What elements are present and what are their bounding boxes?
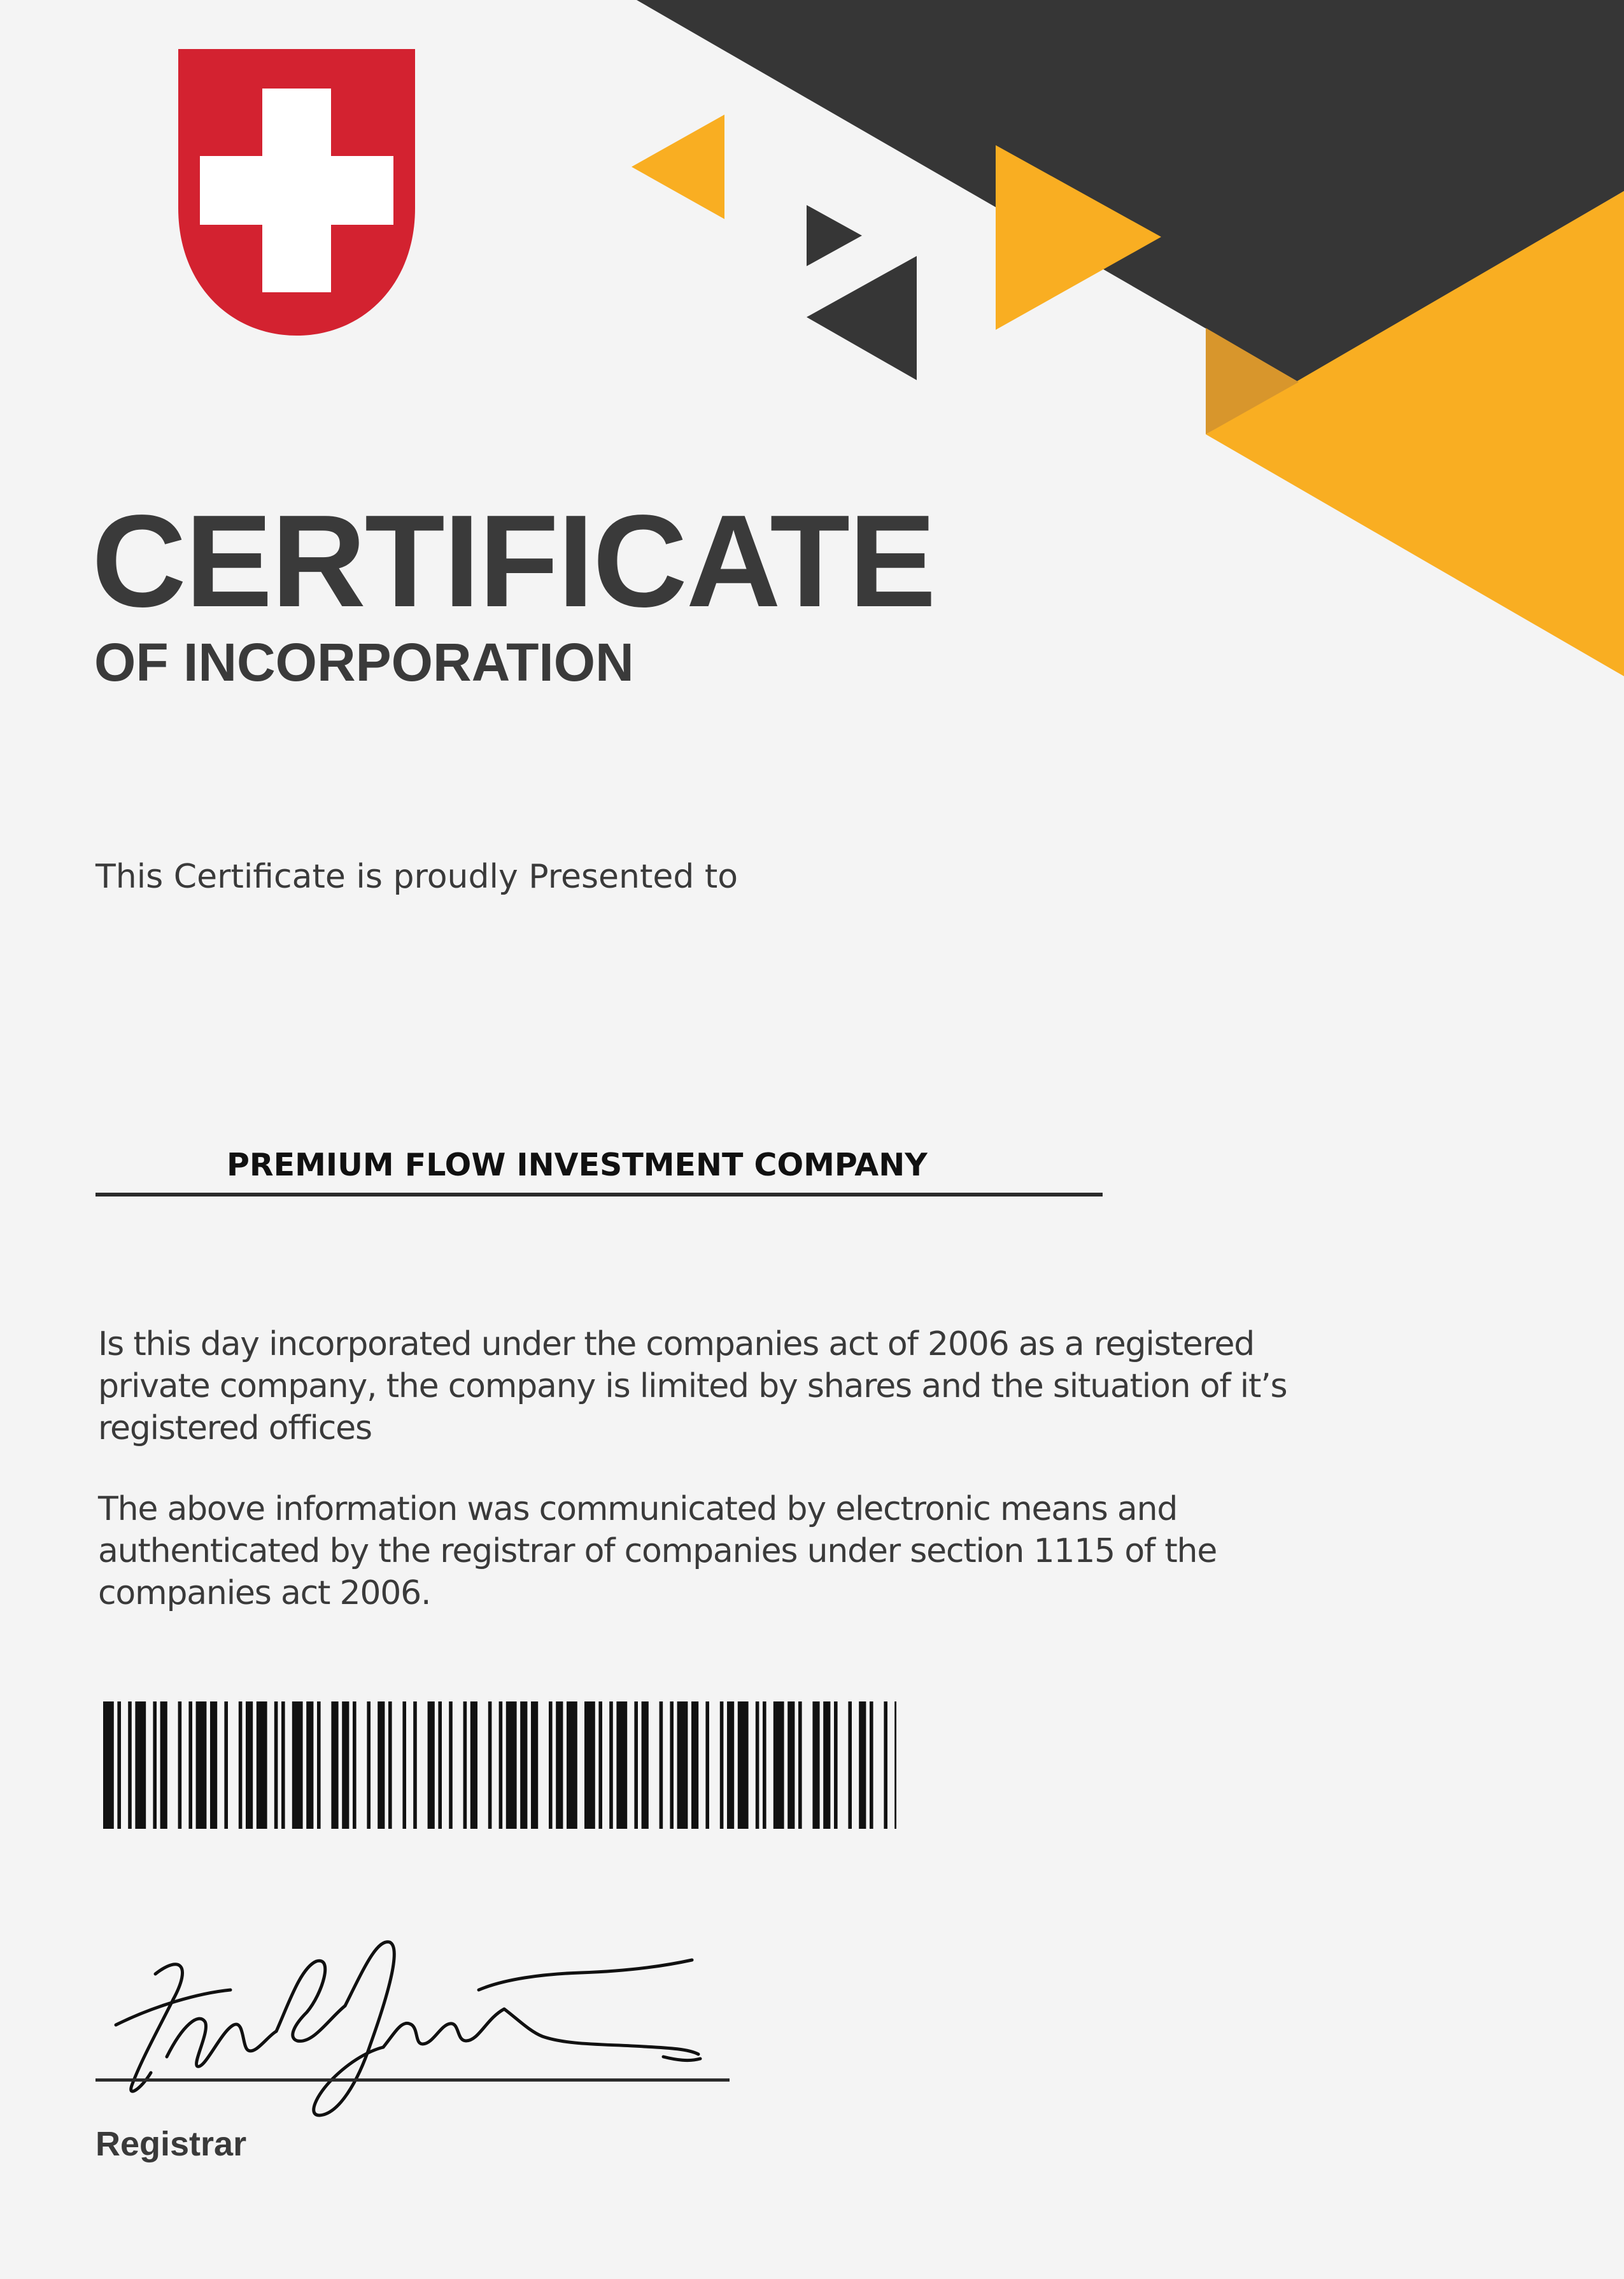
barcode-bar (367, 1701, 371, 1829)
barcode-bar (609, 1701, 613, 1829)
barcode-bar (549, 1701, 553, 1829)
barcode-bar (773, 1701, 784, 1829)
barcode-bar (135, 1701, 146, 1829)
barcode-bar (196, 1701, 207, 1829)
barcode-bar (378, 1701, 385, 1829)
barcode-bar (727, 1701, 734, 1829)
barcode-bar (128, 1701, 132, 1829)
barcode-bar (616, 1701, 627, 1829)
barcode-bar (117, 1701, 121, 1829)
authentication-paragraph: The above information was communicated by electronic means and authenticated by the registrar of companies under section 1115 of the companies act 2006. (98, 1490, 1217, 1612)
barcode-bar (763, 1701, 766, 1829)
barcode-bar (642, 1701, 649, 1829)
orange-small-triangle (632, 115, 724, 219)
barcode-bar (153, 1701, 157, 1829)
certificate-subtitle: OF INCORPORATION (94, 632, 634, 692)
barcode-bar (720, 1701, 724, 1829)
barcode-bar (848, 1701, 852, 1829)
signature-stroke (131, 1964, 183, 2091)
orange-shadow-shape (1206, 328, 1299, 434)
barcode-bar (463, 1701, 467, 1829)
barcode-bar (738, 1701, 749, 1829)
signature-stroke (167, 2019, 276, 2066)
registrar-label: Registrar (95, 2125, 247, 2163)
barcode-bar (178, 1701, 182, 1829)
certificate-title: CERTIFICATE (92, 488, 935, 634)
barcode-bar (353, 1701, 357, 1829)
signature-stroke (663, 2057, 700, 2061)
barcode-bar (470, 1701, 477, 1829)
swiss-cross-shield-icon (178, 49, 415, 336)
dark-band-shape (637, 0, 1624, 382)
barcode-bar (402, 1701, 406, 1829)
presented-to-text: This Certificate is proudly Presented to (95, 858, 738, 896)
barcode-bar (274, 1701, 278, 1829)
barcode-bar (388, 1701, 392, 1829)
dark-medium-triangle (807, 256, 917, 380)
barcode-bar (160, 1701, 167, 1829)
barcode-bar (210, 1701, 217, 1829)
barcode-bar (598, 1701, 602, 1829)
incorporation-paragraph: Is this day incorporated under the companies act of 2006 as a registered private company, the company is limited by shares and the situation of it’s registered offices (98, 1325, 1287, 1447)
barcode-icon (103, 1701, 896, 1829)
barcode-bar (257, 1701, 267, 1829)
barcode-bar (660, 1701, 663, 1829)
barcode-bar (188, 1701, 192, 1829)
barcode-bar (812, 1701, 819, 1829)
barcode-bar (894, 1701, 896, 1829)
barcode-bar (317, 1701, 321, 1829)
dark-small-triangle (807, 205, 862, 266)
barcode-bar (677, 1701, 688, 1829)
barcode-bar (281, 1701, 285, 1829)
barcode-bar (705, 1701, 709, 1829)
barcode-bar (499, 1701, 503, 1829)
signature-stroke (116, 1990, 230, 2025)
company-name-underline (95, 1193, 1103, 1196)
barcode-bar (859, 1701, 866, 1829)
barcode-bar (413, 1701, 417, 1829)
signature-stroke (383, 2009, 504, 2047)
barcode-bar (488, 1701, 492, 1829)
barcode-bar (670, 1701, 674, 1829)
barcode-bar (691, 1701, 698, 1829)
orange-large-triangle (1206, 191, 1624, 676)
signature-stroke (276, 1961, 345, 2041)
cross-horizontal-bar (200, 156, 393, 225)
barcode-bar (292, 1701, 303, 1829)
barcode-bar (834, 1701, 838, 1829)
barcode-bar (246, 1701, 253, 1829)
barcode-bar (103, 1701, 114, 1829)
barcode-bar (567, 1701, 577, 1829)
barcode-bar (449, 1701, 453, 1829)
barcode-bar (556, 1701, 563, 1829)
signature-line (95, 2078, 730, 2082)
handwritten-signature (97, 1929, 721, 2120)
signature-stroke (479, 1960, 692, 1990)
barcode-bar (438, 1701, 442, 1829)
barcode-bar (787, 1701, 794, 1829)
signature-stroke (504, 2009, 698, 2054)
barcode-bar (224, 1701, 228, 1829)
barcode-bar (823, 1701, 830, 1829)
barcode-bar (756, 1701, 759, 1829)
barcode-bar (506, 1701, 517, 1829)
barcode-bar (884, 1701, 887, 1829)
barcode-bar (798, 1701, 802, 1829)
orange-medium-triangle (996, 145, 1161, 330)
barcode-bar (342, 1701, 349, 1829)
company-name: PREMIUM FLOW INVESTMENT COMPANY (227, 1147, 928, 1183)
barcode-bar (634, 1701, 638, 1829)
barcode-bar (239, 1701, 243, 1829)
barcode-bar (428, 1701, 435, 1829)
barcode-bar (306, 1701, 313, 1829)
barcode-bar (870, 1701, 873, 1829)
barcode-bar (331, 1701, 338, 1829)
barcode-bar (520, 1701, 527, 1829)
barcode-bar (531, 1701, 538, 1829)
barcode-bar (584, 1701, 595, 1829)
